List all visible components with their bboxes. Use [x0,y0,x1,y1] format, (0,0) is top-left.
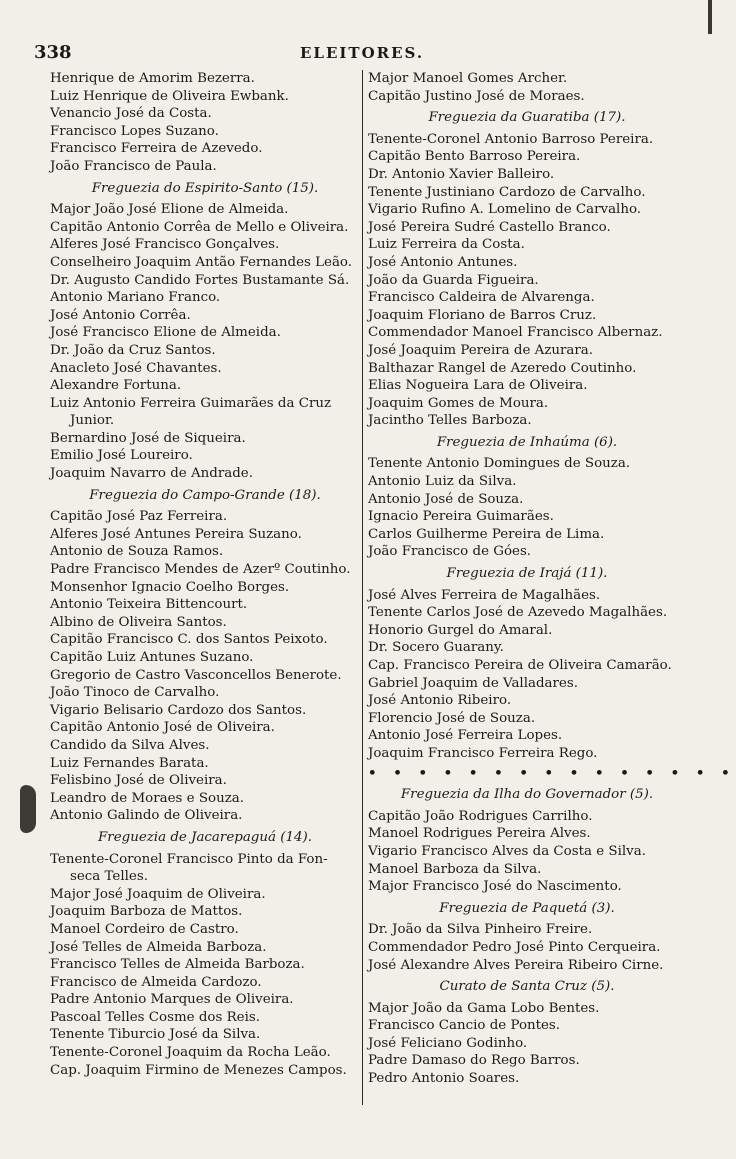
parish-heading: Curato de Santa Cruz (5). [439,979,615,995]
elector-entry: Elias Nogueira Lara de Oliveira. [368,378,588,394]
elector-entry: José Telles de Almeida Barboza. [50,939,267,955]
elector-entry: Vigario Francisco Alves da Costa e Silva. [368,843,646,859]
elector-entry: José Alexandre Alves Pereira Ribeiro Cirne. [368,957,664,973]
elector-entry: Tenente Carlos José de Azevedo Magalhães. [368,605,668,621]
elector-entry: Vigario Belisario Cardozo dos Santos. [50,702,307,718]
elector-entry: Felisbino José de Oliveira. [50,773,227,789]
elector-entry: Joaquim Gomes de Moura. [368,395,549,411]
dotted-separator: • • • • • • • • • • • • • • • [368,764,736,781]
elector-entry: Gregorio de Castro Vasconcellos Benerote. [50,667,342,683]
elector-entry: José Joaquim Pereira de Azurara. [368,342,594,358]
parish-heading: Freguezia da Ilha do Governador (5). [400,787,654,803]
elector-entry: Tenente-Coronel Antonio Barroso Pereira. [368,131,654,147]
elector-entry: Major João da Gama Lobo Bentes. [368,1000,600,1016]
elector-entry: Emilio José Loureiro. [50,448,193,464]
elector-entry: Alferes José Francisco Gonçalves. [50,237,280,253]
elector-entry: Anacleto José Chavantes. [50,360,222,376]
elector-entry: Capitão Antonio José de Oliveira. [50,720,275,736]
elector-entry: Monsenhor Ignacio Coelho Borges. [50,579,290,595]
elector-entry: Leandro de Moraes e Souza. [50,790,245,806]
elector-entry: Jacintho Telles Barboza. [368,413,532,429]
elector-entry: José Alves Ferreira de Magalhães. [368,587,601,603]
parish-heading: Freguezia de Jacarepaguá (14). [98,829,312,845]
elector-entry: Capitão Francisco C. dos Santos Peixoto. [50,632,328,648]
elector-entry: Carlos Guilherme Pereira de Lima. [368,526,605,542]
page-number: 338 [34,42,72,63]
left-column [50,70,360,1079]
elector-entry: José Antonio Corrêa. [50,307,191,323]
elector-entry: Vigario Rufino A. Lomelino de Carvalho. [368,202,642,218]
elector-entry: Luiz Henrique de Oliveira Ewbank. [50,88,289,104]
elector-entry: Henrique de Amorim Bezerra. [50,71,255,86]
elector-entry: Cap. Joaquim Firmino de Menezes Campos. [50,1062,347,1078]
elector-entry: Francisco Ferreira de Azevedo. [50,141,263,157]
elector-entry: Alexandre Fortuna. [50,378,182,394]
elector-entry: Dr. Socero Guarany. [368,640,504,656]
parish-heading: Freguezia do Campo-Grande (18). [89,487,321,503]
elector-entry: Antonio José de Souza. [368,491,524,507]
elector-entry: Antonio Galindo de Oliveira. [50,808,243,824]
elector-entry: Tenente Justiniano Cardozo de Carvalho. [368,184,646,200]
elector-entry: Tenente-Coronel Joaquim da Rocha Leão. [50,1045,331,1061]
elector-entry: José Feliciano Godinho. [368,1035,528,1051]
elector-entry: Manoel Barboza da Silva. [368,861,542,877]
elector-entry: Major José Joaquim de Oliveira. [50,886,266,902]
elector-entry: Capitão Antonio Corrêa de Mello e Oliveira. [50,219,349,235]
elector-entry: Capitão José Paz Ferreira. [50,509,228,525]
elector-entry: Francisco Telles de Almeida Barboza. [50,957,305,973]
elector-entry: Dr. Augusto Candido Fortes Bustamante Sá. [50,272,350,288]
elector-entry: João da Guarda Figueira. [368,272,539,288]
parish-heading: Freguezia de Irajá (11). [446,566,608,582]
parish-heading: Freguezia de Inhaúma (6). [436,434,618,450]
elector-entry: Bernardino José de Siqueira. [50,430,246,446]
parish-heading: Freguezia de Paquetá (3). [439,900,615,916]
elector-entry: Manoel Rodrigues Pereira Alves. [368,826,591,842]
elector-entry: Conselheiro Joaquim Antão Fernandes Leão. [50,254,353,270]
right-column [368,70,736,1088]
elector-entry: Pedro Antonio Soares. [368,1071,520,1087]
ink-stain [20,785,36,833]
elector-entry: Joaquim Francisco Ferreira Rego. [368,745,598,761]
elector-entry: Dr. Antonio Xavier Balleiro. [368,166,555,182]
elector-entry: Honorio Gurgel do Amaral. [368,622,553,638]
elector-entry: Luiz Antonio Ferreira Guimarães da Cruz [50,395,332,411]
elector-entry: José Pereira Sudré Castello Branco. [368,219,611,235]
elector-entry: Major Manoel Gomes Archer. [368,71,568,86]
elector-entry: Candido da Silva Alves. [50,737,210,753]
column-divider [362,70,363,1105]
elector-entry: Antonio de Souza Ramos. [50,544,224,560]
elector-entry: Padre Antonio Marques de Oliveira. [50,992,294,1008]
elector-entry: Albino de Oliveira Santos. [50,614,227,630]
elector-entry: Padre Damaso do Rego Barros. [368,1053,580,1069]
elector-entry: José Francisco Elione de Almeida. [50,325,281,341]
running-head-title: ELEITORES. [300,44,425,62]
elector-entry-continuation: Junior. [70,413,115,429]
elector-entry: Francisco de Almeida Cardozo. [50,974,262,990]
elector-entry: João Francisco de Góes. [368,544,532,560]
elector-entry: Tenente Tiburcio José da Silva. [50,1027,261,1043]
elector-entry: Luiz Ferreira da Costa. [368,237,525,253]
elector-entry: Capitão Justino José de Moraes. [368,88,585,104]
elector-entry: Florencio José de Souza. [368,710,536,726]
elector-entry: Antonio Teixeira Bittencourt. [50,597,248,613]
elector-entry: Tenente-Coronel Francisco Pinto da Fon- [50,851,328,867]
elector-entry: Tenente Antonio Domingues de Souza. [368,456,631,472]
elector-entry: Joaquim Navarro de Andrade. [50,466,253,482]
elector-entry: Francisco Caldeira de Alvarenga. [368,290,595,306]
elector-entry: Alferes José Antunes Pereira Suzano. [50,526,302,542]
parish-heading: Freguezia do Espirito-Santo (15). [91,180,319,196]
elector-entry: Francisco Lopes Suzano. [50,123,219,139]
elector-entry: José Antonio Ribeiro. [368,693,512,709]
elector-entry: Gabriel Joaquim de Valladares. [368,675,578,691]
elector-entry: Commendador Manoel Francisco Albernaz. [368,325,663,341]
elector-entry: João Tinoco de Carvalho. [50,685,220,701]
elector-entry: Commendador Pedro José Pinto Cerqueira. [368,939,661,955]
elector-entry: Capitão Luiz Antunes Suzano. [50,650,254,665]
elector-entry: Capitão João Rodrigues Carrilho. [368,808,593,824]
elector-entry: Major Francisco José do Nascimento. [368,879,622,895]
elector-entry: Pascoal Telles Cosme dos Reis. [50,1009,261,1025]
elector-entry: Joaquim Barboza de Mattos. [50,904,243,920]
elector-entry: Antonio José Ferreira Lopes. [368,728,563,744]
elector-entry: José Antonio Antunes. [368,254,518,270]
page-edge-mark [708,0,712,34]
elector-entry: Francisco Cancio de Pontes. [368,1018,561,1034]
elector-entry: Antonio Mariano Franco. [50,290,221,306]
elector-entry: Dr. João da Silva Pinheiro Freire. [368,922,593,938]
elector-entry: Antonio Luiz da Silva. [368,474,517,490]
elector-entry: Balthazar Rangel de Azeredo Coutinho. [368,360,637,376]
elector-entry: Ignacio Pereira Guimarães. [368,509,554,525]
parish-heading: Freguezia da Guaratiba (17). [428,110,626,126]
elector-entry: Padre Francisco Mendes de Azerº Coutinho. [50,562,351,578]
elector-entry-continuation: seca Telles. [70,869,148,885]
elector-entry: Joaquim Floriano de Barros Cruz. [368,307,597,323]
elector-entry: Venancio José da Costa. [50,106,212,122]
elector-entry: Cap. Francisco Pereira de Oliveira Camarão. [368,658,672,673]
elector-entry: Major João José Elione de Almeida. [50,202,289,218]
elector-entry: Luiz Fernandes Barata. [50,755,209,771]
elector-entry: Manoel Cordeiro de Castro. [50,921,239,937]
elector-entry: Capitão Bento Barroso Pereira. [368,149,581,165]
elector-entry: João Francisco de Paula. [50,158,217,174]
elector-entry: Dr. João da Cruz Santos. [50,342,216,358]
